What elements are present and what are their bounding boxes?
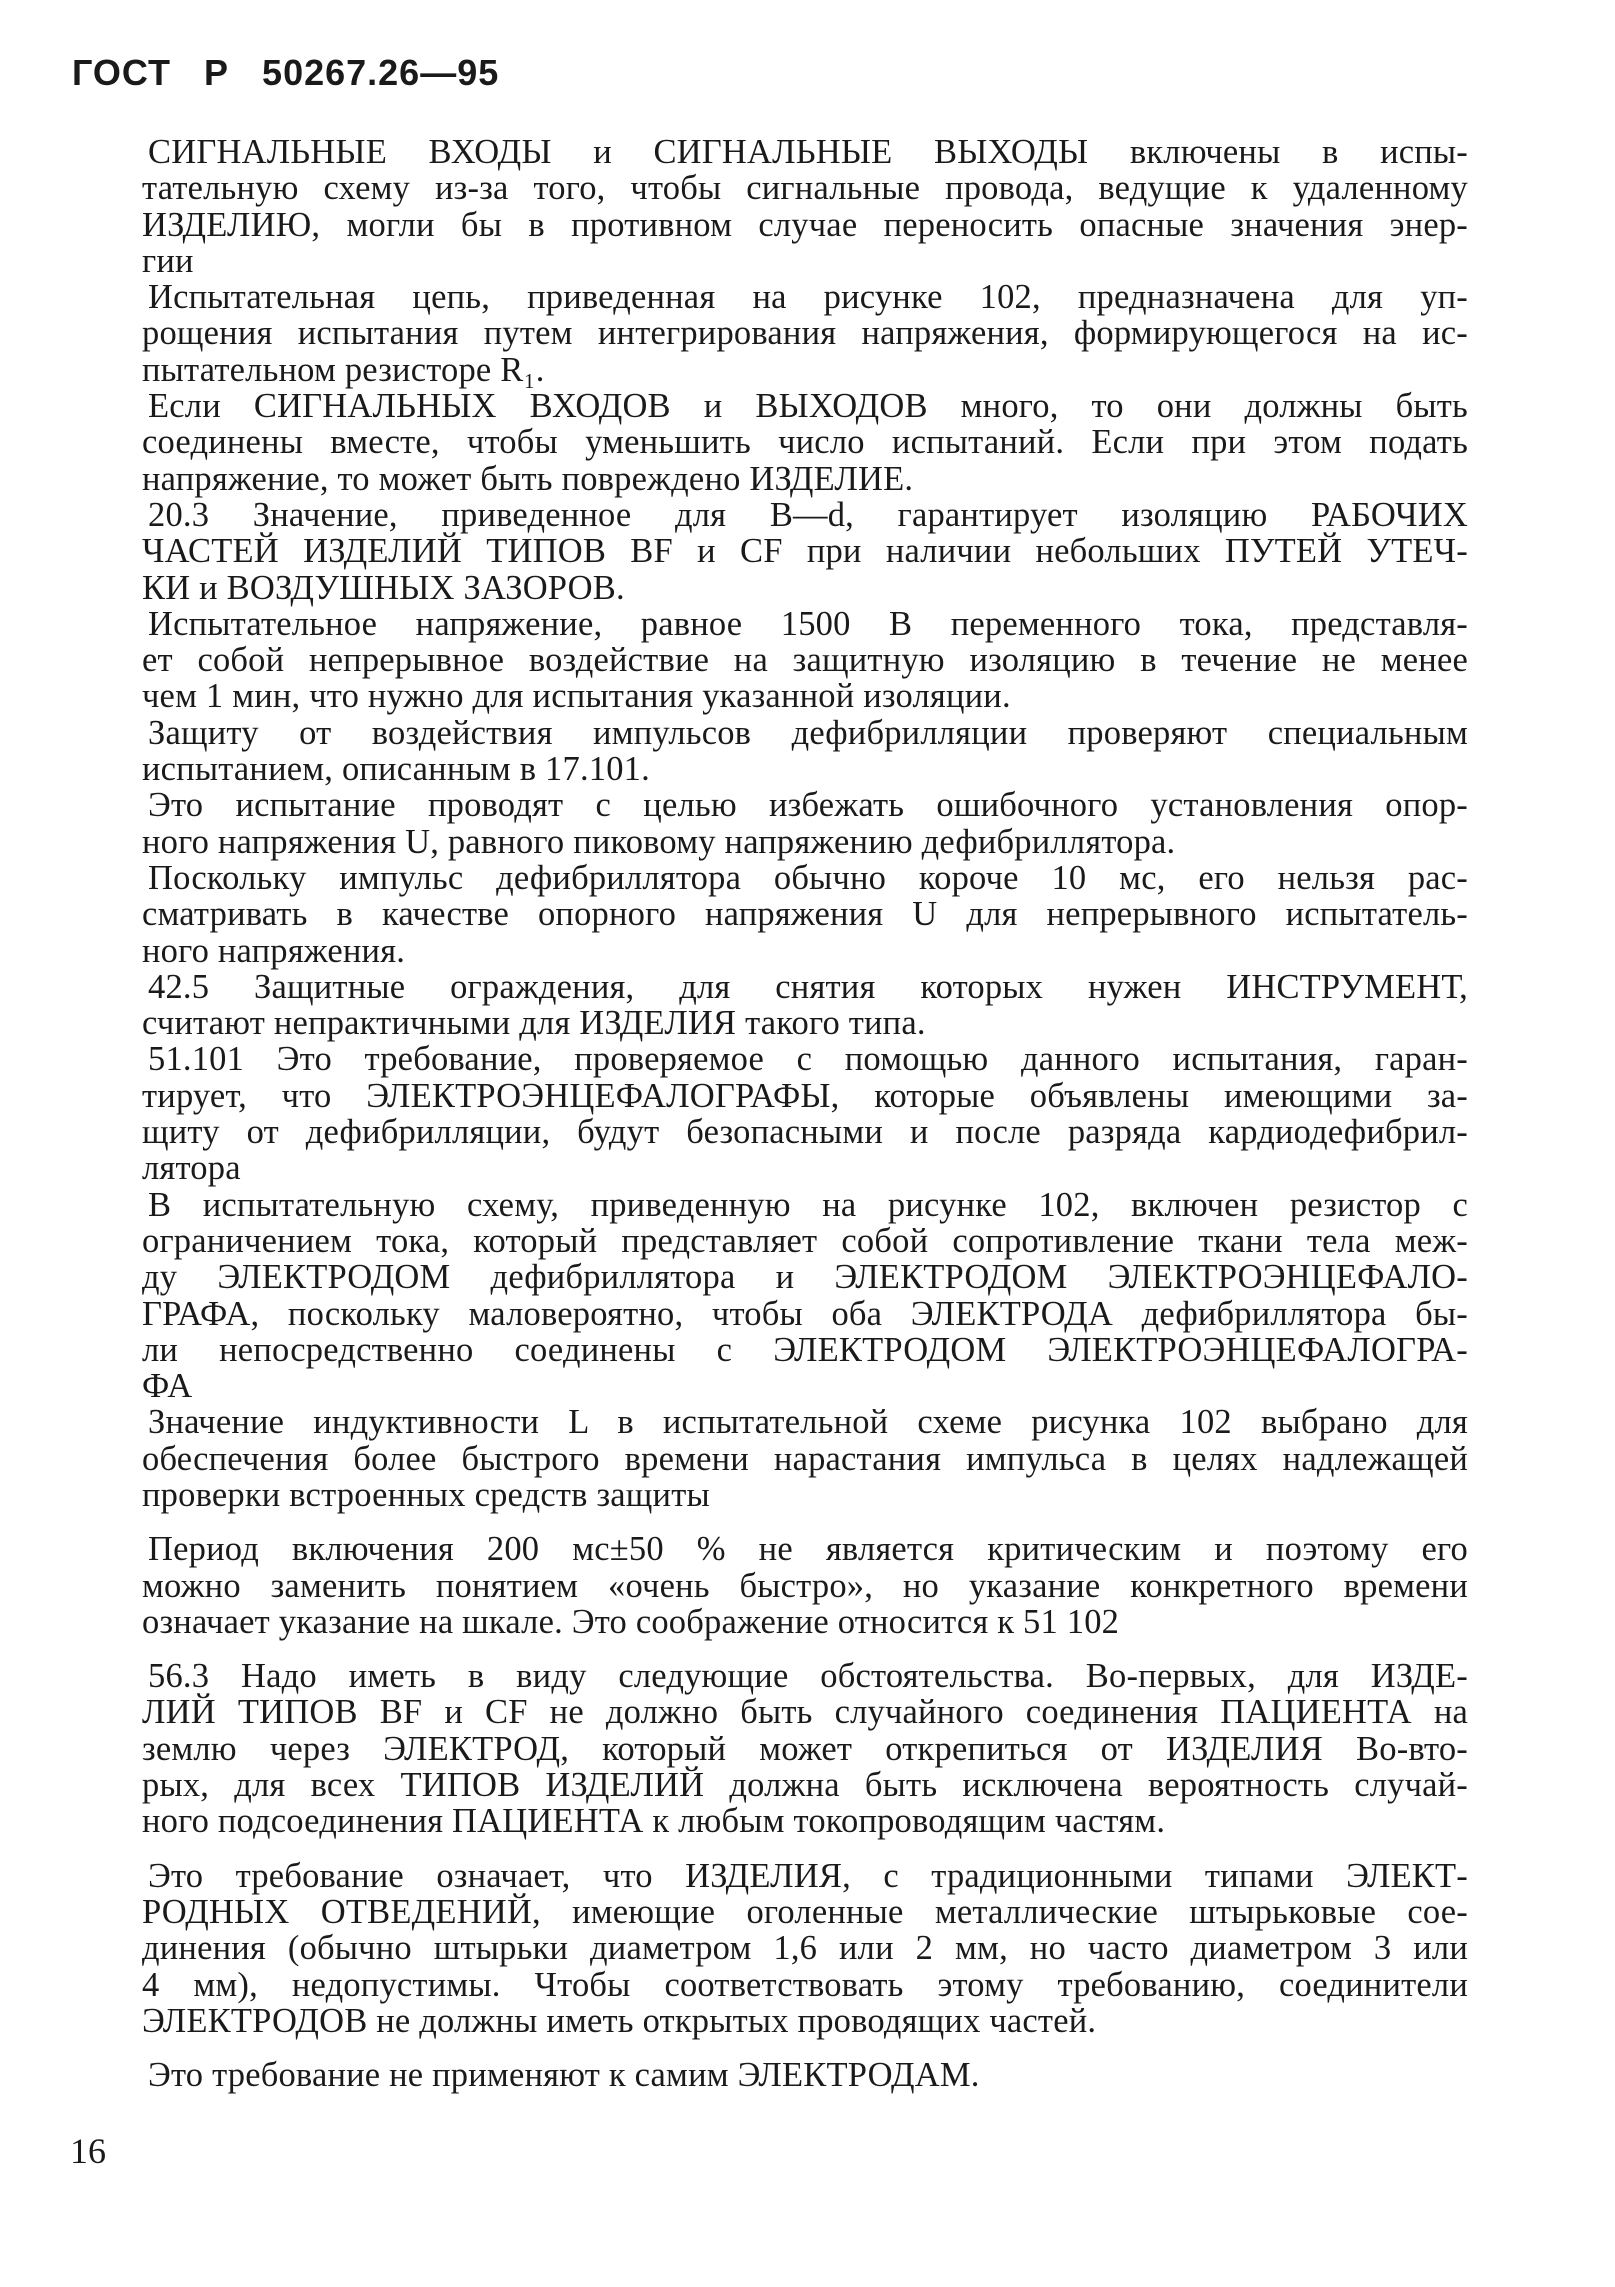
- text-line: ГРАФА, поскольку маловероятно, чтобы оба ЭЛЕКТРОДА дефибриллятора бы-: [142, 1294, 1468, 1333]
- paragraph: [148, 2057, 1468, 2093]
- text-line: можно заменить понятием «очень быстро», но указание конкретного времени: [142, 1566, 1468, 1605]
- text-line: тательную схему из-за того, чтобы сигнальные провода, ведущие к удаленному: [142, 169, 1468, 208]
- paragraph: [142, 495, 1468, 607]
- text-line: испытанием, описанным в 17.101.: [142, 750, 650, 789]
- text-line: Это требование не применяют к самим ЭЛЕКТРОДАМ.: [148, 2056, 980, 2095]
- text-line: 20.3 Значение, приведенное для В—d, гарантирует изоляцию РАБОЧИХ: [148, 495, 1468, 534]
- text-line: Это требование означает, что ИЗДЕЛИЯ, с традиционными типами ЭЛЕКТ-: [148, 1856, 1468, 1895]
- text-line: Это испытание проводят с целью избежать ошибочного установления опор-: [148, 786, 1468, 825]
- text-line: означает указание на шкале. Это соображение относится к 51 102: [142, 1602, 1120, 1641]
- text-line: 56.3 Надо иметь в виду следующие обстоятельства. Во-первых, для ИЗДЕ-: [148, 1657, 1468, 1696]
- text-line: Если СИГНАЛЬНЫХ ВХОДОВ и ВЫХОДОВ много, то они должны быть: [148, 387, 1468, 426]
- text-line: чем 1 мин, что нужно для испытания указанной изоляции.: [142, 677, 1011, 716]
- text-line: Защиту от воздействия импульсов дефибрилляции проверяют специальным: [148, 713, 1468, 752]
- text-line: гии: [142, 241, 194, 280]
- text-line: 51.101 Это требование, проверяемое с помощью данного испытания, гаран-: [148, 1040, 1468, 1079]
- text-line: Значение индуктивности L в испытательной схеме рисунка 102 выбрано для: [148, 1403, 1468, 1442]
- text-line: рощения испытания путем интегрирования напряжения, формирующегося на ис-: [142, 314, 1468, 353]
- text-line: напряжение, то может быть повреждено ИЗДЕЛИЕ.: [142, 459, 914, 498]
- text-line: лятора: [142, 1149, 241, 1188]
- text-line: ЧАСТЕЙ ИЗДЕЛИЙ ТИПОВ BF и CF при наличии небольших ПУТЕЙ УТЕЧ-: [142, 532, 1468, 571]
- text-line: ИЗДЕЛИЮ, могли бы в противном случае переносить опасные значения энер-: [142, 205, 1468, 244]
- text-line: РОДНЫХ ОТВЕДЕНИЙ, имеющие оголенные металлические штырьковые сое-: [142, 1892, 1468, 1931]
- body-text: [142, 133, 1468, 2095]
- paragraph: [142, 1403, 1468, 1514]
- text-line: считают непрактичными для ИЗДЕЛИЯ такого типа.: [142, 1004, 926, 1043]
- paragraph: [142, 786, 1468, 861]
- paragraph: [142, 1040, 1468, 1188]
- paragraph: [142, 858, 1468, 970]
- text-line: динения (обычно штырьки диаметром 1,6 или 2 мм, но часто диаметром 3 или: [142, 1929, 1468, 1968]
- text-line: ного подсоединения ПАЦИЕНТА к любым токопроводящим частям.: [142, 1802, 1166, 1841]
- text-line: В испытательную схему, приведенную на рисунке 102, включен резистор с: [148, 1185, 1468, 1224]
- text-line: пытательном резисторе R₁.: [142, 350, 545, 389]
- text-line: ЛИЙ ТИПОВ BF и CF не должно быть случайного соединения ПАЦИЕНТА на: [142, 1693, 1468, 1732]
- text-line: Поскольку импульс дефибриллятора обычно короче 10 мс, его нельзя рас-: [148, 858, 1468, 897]
- paragraph: [142, 1185, 1468, 1406]
- text-line: рых, для всех ТИПОВ ИЗДЕЛИЙ должна быть исключена вероятность случай-: [142, 1766, 1468, 1805]
- text-line: Период включения 200 мс±50 % не является критическим и поэтому его: [148, 1530, 1468, 1569]
- text-line: Испытательное напряжение, равное 1500 В переменного тока, представля-: [148, 604, 1468, 643]
- text-line: ет собой непрерывное воздействие на защитную изоляцию в течение не менее: [142, 641, 1468, 680]
- text-line: соединены вместе, чтобы уменьшить число испытаний. Если при этом подать: [142, 423, 1468, 462]
- text-line: Испытательная цепь, приведенная на рисунке 102, предназначена для уп-: [148, 278, 1468, 317]
- paragraph: [142, 1657, 1468, 1841]
- text-line: СИГНАЛЬНЫЕ ВХОДЫ и СИГНАЛЬНЫЕ ВЫХОДЫ включены в испы-: [148, 133, 1468, 171]
- text-line: сматривать в качестве опорного напряжения U для непрерывного испытатель-: [142, 895, 1468, 934]
- text-line: щиту от дефибрилляции, будут безопасными и после разряда кардиодефибрил-: [142, 1113, 1468, 1152]
- text-line: ного напряжения.: [142, 931, 406, 970]
- text-line: 42.5 Защитные ограждения, для снятия которых нужен ИНСТРУМЕНТ,: [148, 967, 1468, 1006]
- text-line: обеспечения более быстрого времени нарастания импульса в целях надлежащей: [142, 1439, 1468, 1478]
- paragraph: [142, 967, 1468, 1043]
- paragraph: [142, 133, 1468, 280]
- paragraph: [142, 1856, 1468, 2040]
- text-line: проверки встроенных средств защиты: [142, 1475, 710, 1514]
- page-number: 16: [70, 2131, 106, 2171]
- paragraph: [142, 604, 1468, 716]
- text-line: КИ и ВОЗДУШНЫХ ЗАЗОРОВ.: [142, 568, 625, 607]
- text-line: ФА: [142, 1367, 193, 1406]
- text-line: тирует, что ЭЛЕКТРОЭНЦЕФАЛОГРАФЫ, которые объявлены имеющими за-: [142, 1076, 1468, 1115]
- text-line: землю через ЭЛЕКТРОД, который может открепиться от ИЗДЕЛИЯ Во-вто-: [142, 1729, 1468, 1768]
- standard-designation: ГОСТ Р 50267.26—95: [72, 52, 500, 93]
- paragraph: [142, 387, 1468, 498]
- text-line: ограничением тока, который представляет собой сопротивление ткани тела меж-: [142, 1221, 1468, 1260]
- text-line: ли непосредственно соединены с ЭЛЕКТРОДОМ ЭЛЕКТРОЭНЦЕФАЛОГРА-: [142, 1330, 1468, 1369]
- text-line: ду ЭЛЕКТРОДОМ дефибриллятора и ЭЛЕКТРОДОМ ЭЛЕКТРОЭНЦЕФАЛО-: [142, 1258, 1468, 1297]
- paragraph: [142, 713, 1468, 789]
- paragraph: [142, 1530, 1468, 1641]
- paragraph: [142, 278, 1468, 389]
- text-line: ного напряжения U, равного пиковому напряжению дефибриллятора.: [142, 822, 1176, 861]
- text-line: ЭЛЕКТРОДОВ не должны иметь открытых проводящих частей.: [142, 2001, 1097, 2040]
- text-line: 4 мм), недопустимы. Чтобы соответствовать этому требованию, соединители: [142, 1965, 1468, 2004]
